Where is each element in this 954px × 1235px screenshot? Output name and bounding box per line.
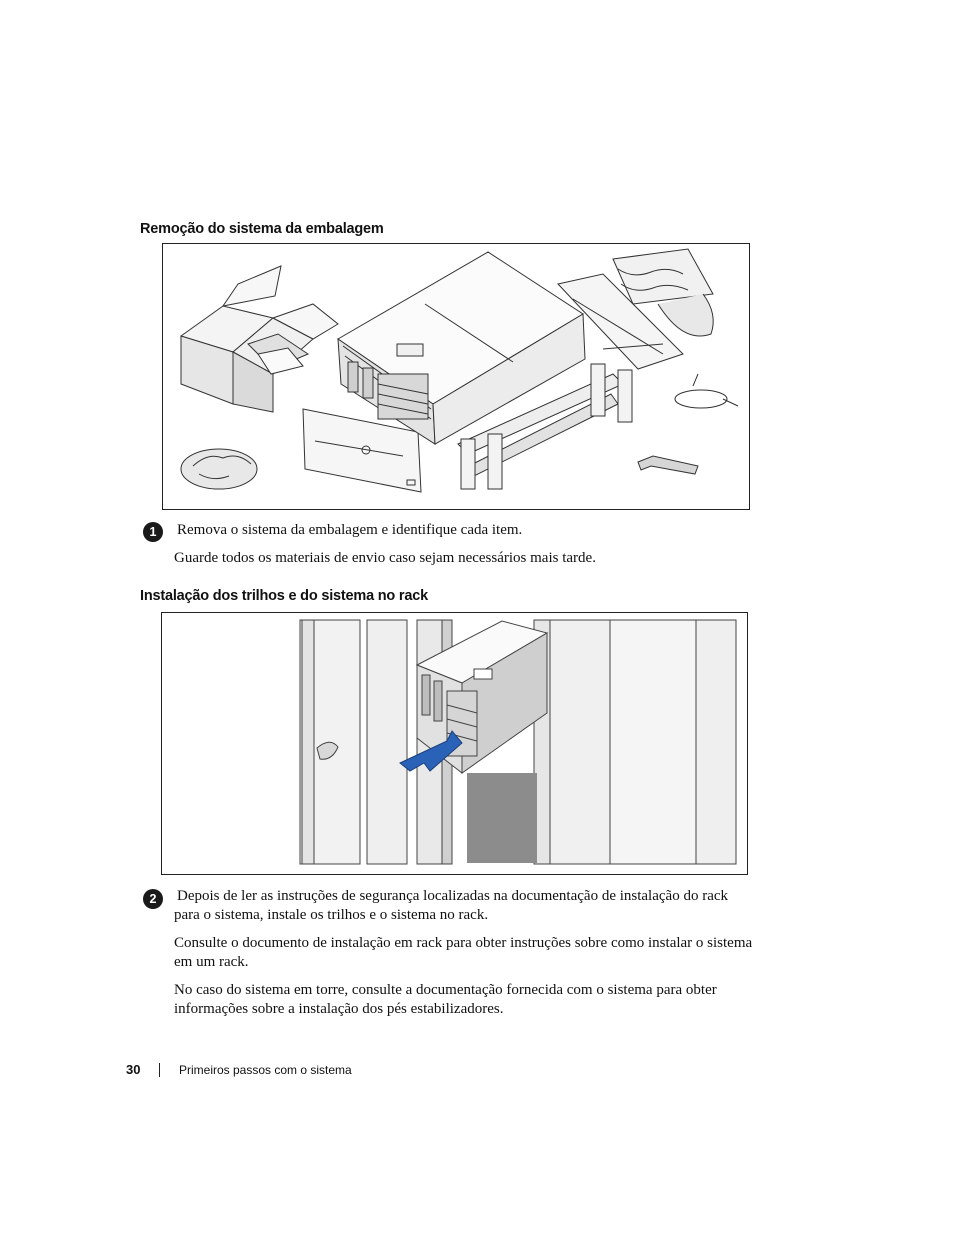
rack-installation-illustration (161, 612, 748, 875)
paragraph-line: Consulte o documento de instalação em rack para obter instruções sobre como instalar o sistema (174, 935, 753, 951)
rack-door-icon (300, 620, 360, 864)
section-heading-unpacking: Remoção do sistema da embalagem (140, 221, 384, 237)
footer-divider (159, 1063, 160, 1077)
paragraph-line: No caso do sistema em torre, consulte a documentação fornecida com o sistema para obter (174, 982, 717, 998)
page-number: 30 (126, 1062, 141, 1077)
step-number-badge: 1 (143, 522, 163, 542)
step-number-badge: 2 (143, 889, 163, 909)
step-note: Guarde todos os materiais de envio caso sejam necessários mais tarde. (174, 550, 596, 566)
section-heading-rack-installation: Instalação dos trilhos e do sistema no rack (140, 588, 428, 604)
velcro-strap-icon (675, 374, 738, 408)
paragraph-line: em um rack. (174, 954, 249, 970)
step-instruction-line: para o sistema, instale os trilhos e o sistema no rack. (174, 907, 489, 923)
bracket-icon (638, 456, 698, 474)
footer-title: Primeiros passos com o sistema (179, 1063, 352, 1077)
step-instruction-line: Depois de ler as instruções de segurança localizadas na documentação de instalação do rack (177, 888, 729, 904)
shipping-box-icon (181, 266, 338, 412)
step-instruction: Remova o sistema da embalagem e identifique cada item. (177, 522, 523, 538)
foam-insert-icon (181, 449, 257, 489)
unpacking-illustration (162, 243, 750, 510)
paragraph-line: informações sobre a instalação dos pés estabilizadores. (174, 1001, 504, 1017)
